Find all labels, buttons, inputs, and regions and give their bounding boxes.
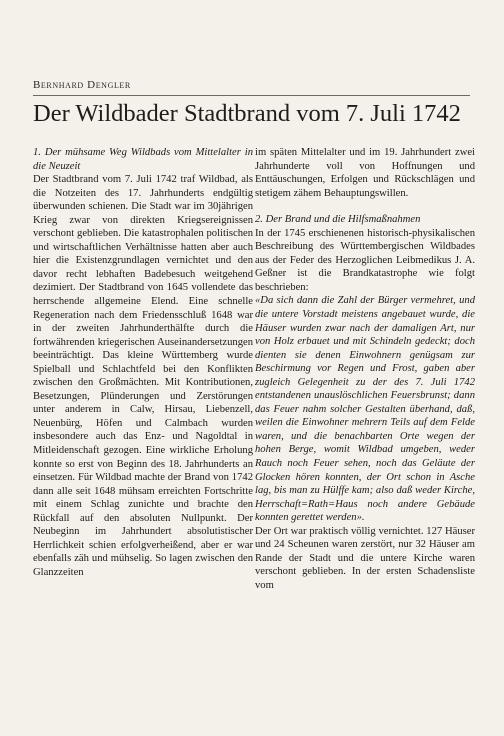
left-column: [33, 146, 253, 580]
paragraph-continued: im späten Mittelalter und im 19. Jahrhundert zwei Jahrhunderte voll von Hoffnungen und Enttäuschungen, Erfolgen und Rückschlägen und stetigem zähem Behauptungswillen.: [255, 147, 475, 199]
article-title: Der Wildbader Stadtbrand vom 7. Juli 1742: [33, 100, 461, 127]
paragraph-1: Der Stadtbrand vom 7. Juli 1742 traf Wildbad, als die Notzeiten des 17. Jahrhunderts endgültig überwunden schienen. Die Stadt war im 30jährigen Krieg zwar von direkten Kriegsereignissen verschont geblieben. Die katastrophalen politischen und wirtschaftlichen Verhältnisse hatten aber auch hier die Existenzgrundlagen vernichtet und den davor recht lebhaften Badebesuch weitgehend dezimiert. Der Stadtbrand von 1645 vollendete das herrschende allgemeine Elend. Eine schnelle Regeneration nach dem Friedensschluß 1648 war in der zweiten Jahrhunderthälfte durch die fortwährenden kriegerischen Auseinandersetzungen beeinträchtigt. Das kleine Württemberg wurde Spielball und Schlachtfeld bei den Konflikten zwischen den Großmächten. Mit Kontributionen, Besetzungen, Plünderungen und Zerstörungen unter anderem in Calw, Hirsau, Liebenzell, Neuenbürg, Höfen und Calmbach wurden insbesondere auch das Enz- und Nagoldtal in Mitleidenschaft gezogen. Eine wirkliche Erholung konnte so erst von Beginn des 18. Jahrhunderts an einsetzen. Für Wildbad machte der Brand von 1742 dann alle seit 1648 mühsam erreichten Fortschritte mit einem Schlag zunichte und brachte den Rückfall auf den absoluten Nullpunkt. Der Neubeginn im Jahrhundert absolutistischer Herrlichkeit schien erfolgverheißend, aber er war ebenfalls zäh und mühselig. So lagen zwischen den Glanzzeiten: [33, 174, 253, 578]
header-rule: [33, 95, 470, 96]
paragraph-2: In der 1745 erschienenen historisch-physikalischen Beschreibung des Württembergischen Wildbades aus der Feder des Herzoglichen Leibmedikus J. A. Geßner ist die Brandkatastrophe wie folgt beschrieben:: [255, 227, 475, 293]
right-column: [255, 146, 475, 593]
section-heading-2: 2. Der Brand und die Hilfsmaßnahmen: [255, 214, 421, 226]
historical-quote: «Da sich dann die Zahl der Bürger vermehret, und die untere Vorstadt meistens angebauet wurde, die Häuser wurden zwar nach der damaligen Art, nur von Holz erbauet und mit Schindeln gedeckt; doch dienten sie denen Einwohnern genügsam zur Beschirmung vor Regen und Frost, gaben aber zugleich Gelegenheit zu der des 7. Juli 1742 entstandenen unauslöschlichen Feuersbrunst; dann das Feuer nahm solcher Gestalten überhand, daß, weilen die Einwohner mehrern Teils auf dem Felde waren, und die benachbarten Orte wegen der hohen Berge, womit Wildbad umgeben, weder Rauch noch Feuer sehen, noch das Geläute der Glocken hören konnten, der Ort schon in Asche lag, bis man zu Hülffe kam; also daß weder Kirche, Herrschaft=Rath=Haus noch andere Gebäude konnten gerettet werden».: [255, 295, 475, 524]
author-name: Bernhard Dengler: [33, 79, 131, 91]
paragraph-3: Der Ort war praktisch völlig vernichtet. 127 Häuser und 24 Scheunen waren zerstört, nur 32 Häuser am Rande der Stadt und die untere Kirche waren verschont geblieben. In der ersten Schadensliste vom: [255, 525, 475, 591]
section-heading-1: 1. Der mühsame Weg Wildbads vom Mittelalter in die Neuzeit: [33, 147, 253, 172]
